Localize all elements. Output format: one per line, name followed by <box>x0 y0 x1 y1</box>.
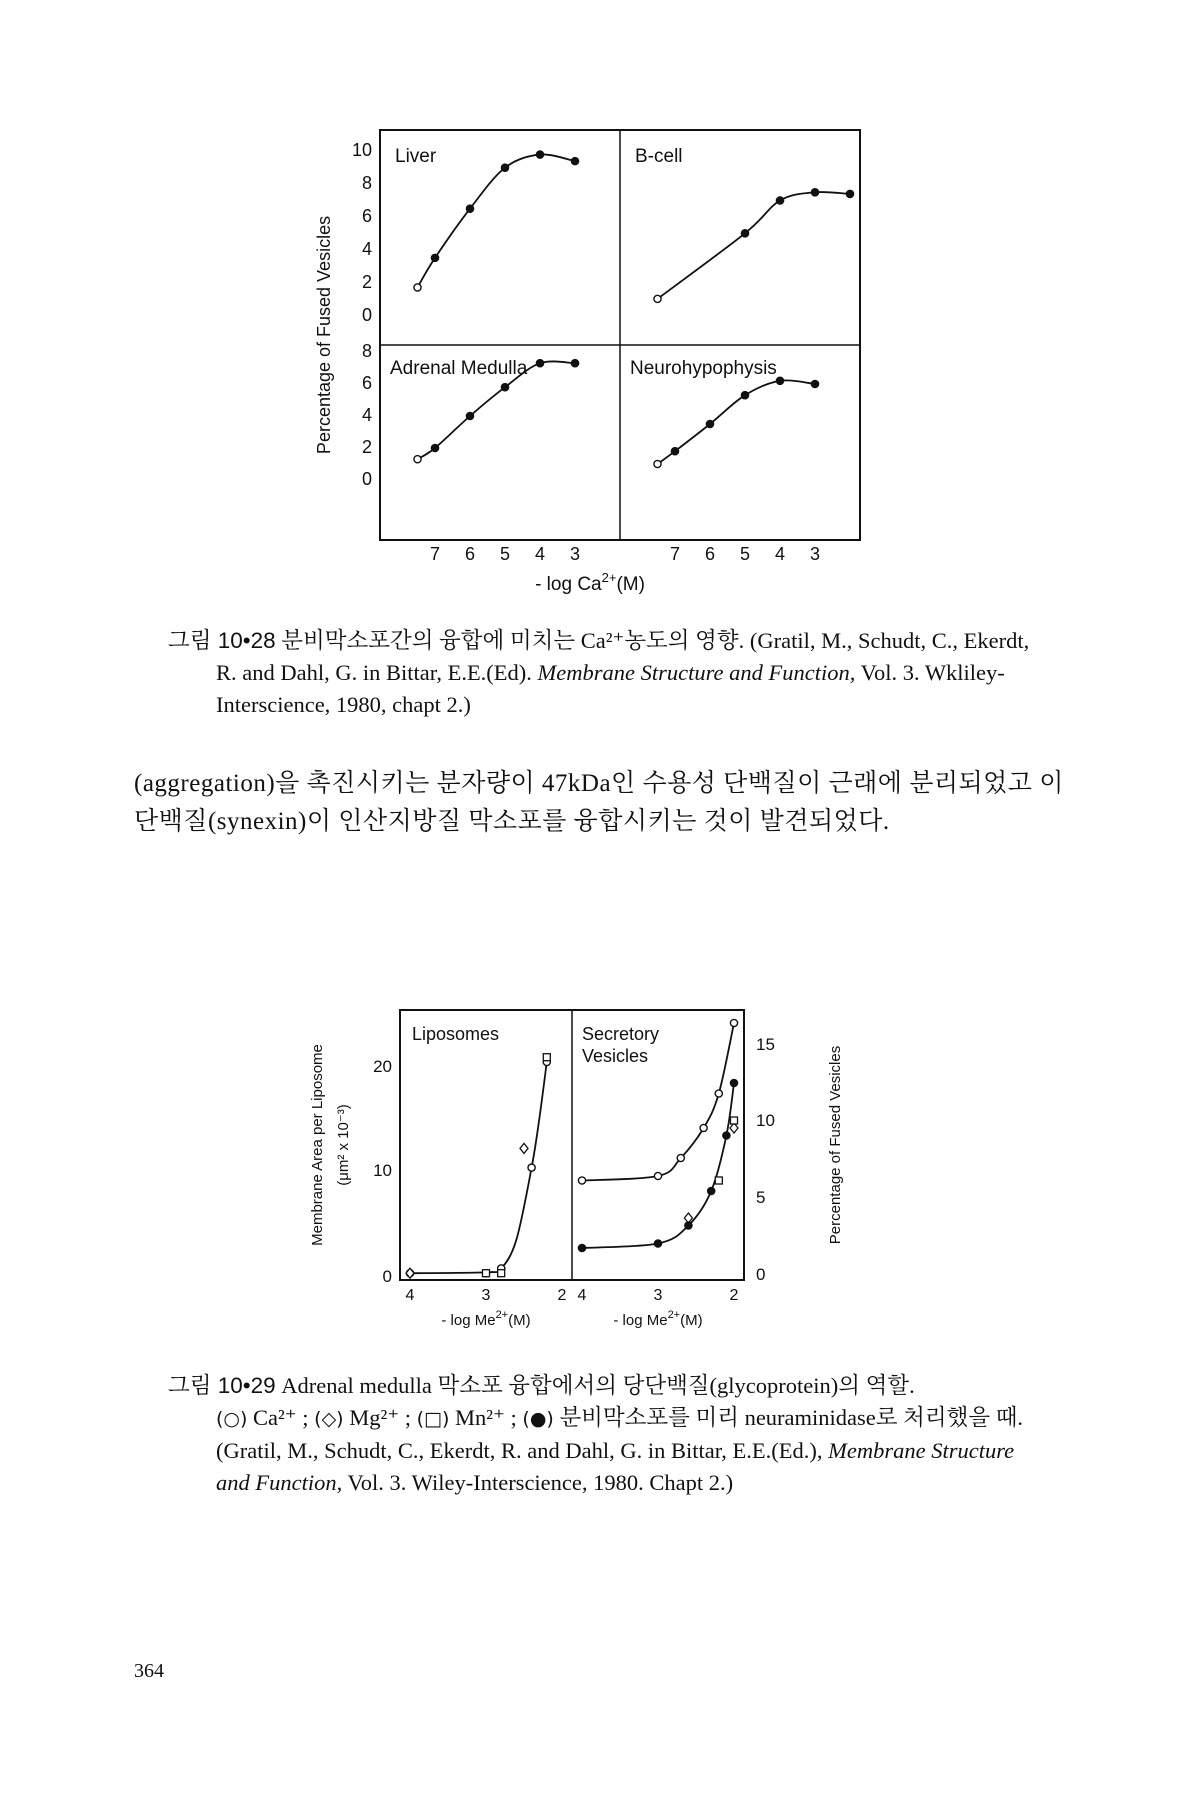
x-tick-left: 3 <box>481 1287 491 1304</box>
y-tick: 0 <box>361 305 372 325</box>
data-point <box>715 1177 722 1184</box>
data-point <box>414 284 421 291</box>
data-point <box>654 1172 661 1179</box>
page-number: 364 <box>134 1660 164 1682</box>
panel-title-neuro: Neurohypophysis <box>630 358 777 379</box>
y-tick: 6 <box>361 373 372 393</box>
y-tick: 0 <box>361 469 372 489</box>
panel-title-liver: Liver <box>395 146 437 167</box>
data-point <box>406 1268 414 1278</box>
x-axis-label-left: - $\log Me^{2+}(M)$ <box>441 1309 531 1329</box>
data-point <box>776 197 783 204</box>
panel-title-secretory: Secretory <box>582 1024 660 1044</box>
data-point <box>483 1270 490 1277</box>
data-point <box>677 1154 684 1161</box>
y-tick: 2 <box>361 437 372 457</box>
data-point <box>708 1187 715 1194</box>
data-point <box>811 189 818 196</box>
x-tick-left: 4 <box>405 1287 415 1304</box>
right-y-tick: 5 <box>756 1188 766 1207</box>
y-axis-label: Percentage of Fused Vesicles <box>314 215 334 455</box>
data-point <box>654 1240 661 1247</box>
y-tick: 8 <box>361 341 372 361</box>
x-tick: 4 <box>534 544 546 564</box>
data-point <box>498 1270 505 1277</box>
caption-10-28 <box>168 625 1048 721</box>
data-point <box>431 254 438 261</box>
panel-title-bcell: B-cell <box>635 146 683 167</box>
caption-10-29 <box>168 1370 1048 1499</box>
figure-10-29 <box>300 990 880 1340</box>
x-tick-right: 4 <box>577 1287 587 1304</box>
caption-line1: Adrenal medulla 막소포 융합에서의 당단백질(glycoprotein)의 역할. <box>281 1373 915 1398</box>
figure-10-28 <box>290 120 890 600</box>
symbol-circle: (○) <box>216 1408 248 1430</box>
x-tick-right: 3 <box>653 1287 663 1304</box>
data-point <box>741 230 748 237</box>
data-point <box>501 164 508 171</box>
y-tick: 4 <box>361 239 372 259</box>
symbol-square: (□) <box>416 1408 450 1430</box>
left-y-tick: 20 <box>373 1057 392 1076</box>
y-tick: 6 <box>361 206 372 226</box>
y-tick: 8 <box>361 173 372 193</box>
caption-italic: Membrane Structure and Function, <box>216 1438 1015 1495</box>
caption-label: 그림 10•29 <box>168 1373 276 1398</box>
x-tick: 6 <box>704 544 716 564</box>
x-tick: 6 <box>464 544 476 564</box>
caption-label: 그림 10•28 <box>168 628 276 653</box>
data-point <box>578 1244 585 1251</box>
x-tick: 5 <box>499 544 511 564</box>
panel-title-adrenal: Adrenal Medulla <box>390 358 528 379</box>
data-point <box>578 1177 585 1184</box>
x-tick: 7 <box>669 544 681 564</box>
panel-title-liposomes: Liposomes <box>412 1024 500 1044</box>
series-line-b-cell <box>658 192 851 299</box>
data-point <box>730 1019 737 1026</box>
data-point <box>536 151 543 158</box>
caption-text-end: Vol. 3. Wkliley-Interscience, 1980, chapt 2.) <box>216 660 1005 717</box>
body-paragraph: (aggregation)을 촉진시키는 분자량이 47kDa인 수용성 단백질이 근래에 분리되었고 이 단백질(synexin)이 인산지방질 막소포를 융합시키는 것이 발견되었다. <box>134 770 1064 835</box>
y-tick: 4 <box>361 405 372 425</box>
x-tick: 4 <box>774 544 786 564</box>
data-point <box>706 420 713 427</box>
series-line-secretory-lower <box>582 1083 734 1248</box>
x-tick: 3 <box>569 544 581 564</box>
legend-ca: Ca²⁺ ; <box>253 1405 309 1430</box>
data-point <box>466 412 473 419</box>
data-point <box>741 392 748 399</box>
data-point <box>730 1079 737 1086</box>
x-axis-label: - $\log Ca^{2+}(M)$ <box>535 570 645 595</box>
series-line-neurohypophysis <box>658 380 816 464</box>
series-line-liposomes <box>410 1062 547 1273</box>
left-y-tick: 0 <box>382 1267 392 1286</box>
legend-mg: Mg²⁺ ; <box>349 1405 411 1430</box>
data-point <box>543 1054 550 1061</box>
panel-title-secretory: Vesicles <box>582 1046 649 1066</box>
data-point <box>715 1090 722 1097</box>
series-line-liver <box>418 154 576 287</box>
x-tick-right: 2 <box>729 1287 739 1304</box>
caption-ref: (Gratil, M., Schudt, C., Ekerdt, R. and Dahl, G. in Bittar, E.E.(Ed.), <box>216 1438 823 1463</box>
right-y-label: Percentage of Fused Vesicles <box>827 1045 844 1245</box>
left-y-label: Membrane Area per Liposome <box>309 1044 326 1246</box>
x-axis-label-right: - $\log Me^{2+}(M)$ <box>613 1309 703 1329</box>
x-tick-left: 2 <box>557 1287 567 1304</box>
x-tick: 7 <box>429 544 441 564</box>
panel-title-secretory <box>582 1024 664 1066</box>
data-point <box>501 384 508 391</box>
data-point <box>571 360 578 367</box>
data-point <box>431 444 438 451</box>
right-y-tick: 10 <box>756 1111 775 1130</box>
data-point <box>414 456 421 463</box>
caption-text: 분비막소포간의 융합에 미치는 Ca²⁺농도의 영향. (Gratil, M., Schudt, C., Ekerdt, R. and Dahl, G. in Bittar, E.E.(Ed). <box>216 628 1030 685</box>
left-y-unit: (μm² x 10⁻³) <box>335 1104 352 1186</box>
data-point <box>654 295 661 302</box>
y-tick: 10 <box>351 140 372 160</box>
symbol-filled-circle: (●) <box>522 1408 554 1430</box>
left-y-tick: 10 <box>373 1161 392 1180</box>
data-point <box>536 360 543 367</box>
right-y-tick: 15 <box>756 1035 775 1054</box>
data-point <box>776 377 783 384</box>
x-tick: 5 <box>739 544 751 564</box>
legend-neuraminidase: 분비막소포를 미리 neuraminidase로 처리했을 때. <box>559 1405 1024 1430</box>
fig1-plot-area <box>414 151 854 468</box>
data-point <box>723 1132 730 1139</box>
data-point <box>571 158 578 165</box>
data-point <box>466 205 473 212</box>
caption-italic: Membrane Structure and Function, <box>537 660 856 685</box>
data-point <box>671 448 678 455</box>
data-point <box>520 1143 528 1153</box>
data-point <box>700 1124 707 1131</box>
data-point <box>811 380 818 387</box>
y-tick: 2 <box>361 272 372 292</box>
data-point <box>528 1164 535 1171</box>
caption-ref-end: Vol. 3. Wiley-Interscience, 1980. Chapt 2.) <box>347 1470 734 1495</box>
x-tick: 3 <box>809 544 821 564</box>
symbol-diamond: (◇) <box>314 1408 344 1430</box>
legend-mn: Mn²⁺ ; <box>455 1405 517 1430</box>
data-point <box>731 1117 738 1124</box>
data-point <box>685 1222 692 1229</box>
data-point <box>654 460 661 467</box>
right-y-tick: 0 <box>756 1265 766 1284</box>
data-point <box>846 190 853 197</box>
